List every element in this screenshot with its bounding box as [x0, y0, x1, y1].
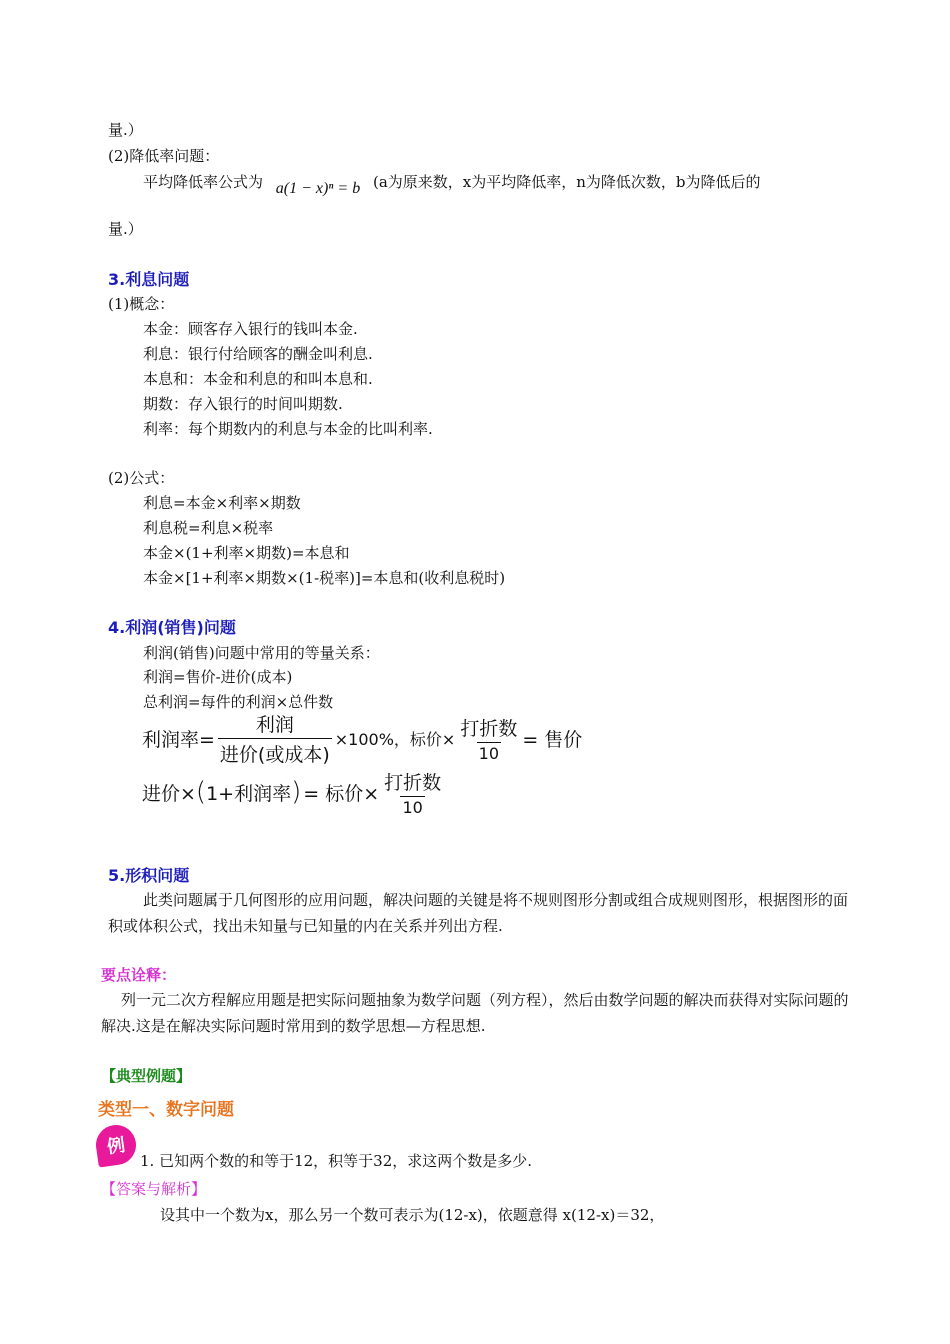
text-line: 量.） — [108, 121, 143, 139]
section-heading-profit: 4.利润(销售)问题 — [108, 618, 236, 637]
text-line: 总利润=每件的利润×总件数 — [143, 693, 334, 711]
formula-line: 利息税=利息×税率 — [143, 519, 274, 537]
concept-line: 本息和：本金和利息的和叫本息和. — [143, 370, 373, 388]
concept-line: 利率：每个期数内的利息与本金的比叫利率. — [143, 420, 433, 438]
fraction: $\frac{\text{利润}}{\text{进价(或成本)}}$ — [219, 713, 330, 766]
section-heading-area: 5.形积问题 — [108, 866, 190, 885]
fraction: $\frac{\text{打折数}}{10}$ — [460, 717, 518, 763]
concept-line: 期数：存入银行的时间叫期数. — [143, 395, 343, 413]
subheading: (2)公式： — [108, 469, 175, 487]
formula-note: (a为原来数，x为平均降低率，n为降低次数，b为降低后的 — [372, 173, 761, 191]
paragraph: 此类问题属于几何图形的应用问题，解决问题的关键是将不规则图形分割或组合成规则图形，根据图形的面积或体积公式，找出未知量与已知量的内在关系并列出方程. — [108, 891, 849, 935]
example-badge-icon: 例 — [93, 1122, 138, 1167]
formula-prefix: 平均降低率公式为 — [143, 173, 264, 191]
formula-line: 本金×[1+利率×期数×(1-税率)]=本息和(收利息税时) — [143, 569, 506, 587]
subheading: (1)概念： — [108, 295, 175, 313]
concept-line: 本金：顾客存入银行的钱叫本金. — [143, 320, 358, 338]
concept-line: 利息：银行付给顾客的酬金叫利息. — [143, 345, 373, 363]
keypoint-heading: 要点诠释： — [101, 966, 177, 984]
fraction: $\frac{\text{打折数}}{10}$ — [384, 771, 442, 817]
text-line: 量.） — [108, 220, 143, 238]
answer-heading: 【答案与解析】 — [101, 1180, 207, 1198]
decline-formula: a(1 − x)ⁿ = b — [275, 180, 361, 197]
text-line: 利润(销售)问题中常用的等量关系： — [143, 644, 380, 662]
text-line: 利润=售价-进价(成本) — [143, 668, 293, 686]
paragraph: 列一元二次方程解应用题是把实际问题抽象为数学问题（列方程），然后由数学问题的解决而获得对实际问题的解决.这是在解决实际问题时常用到的数学思想—方程思想. — [101, 991, 849, 1035]
answer-line: 设其中一个数为x，那么另一个数可表示为(12-x)，依题意得 x(12-x)＝32， — [160, 1206, 665, 1224]
question: 1. 已知两个数的和等于12，积等于32，求这两个数是多少. — [140, 1152, 533, 1170]
formula-line: 利息=本金×利率×期数 — [143, 494, 301, 512]
subheading: (2)降低率问题： — [108, 147, 220, 165]
formula-line — [143, 173, 761, 197]
examples-heading: 【典型例题】 — [101, 1067, 192, 1085]
section-heading-interest: 3.利息问题 — [108, 270, 190, 289]
type-heading: 类型一、数字问题 — [98, 1100, 234, 1120]
formula-line: 本金×(1+利率×期数)=本息和 — [143, 544, 350, 562]
cost-price-formula: 进价× ( 1+利润率 ) = 标价× $\frac{\text{打折数}}{10}$ — [142, 768, 446, 816]
profit-rate-formula: 利润率= $\frac{\text{利润}}{\text{进价(或成本)}}$ ×100%，标价× $\frac{\text{打折数}}{10}$ = 售价 — [142, 714, 582, 762]
